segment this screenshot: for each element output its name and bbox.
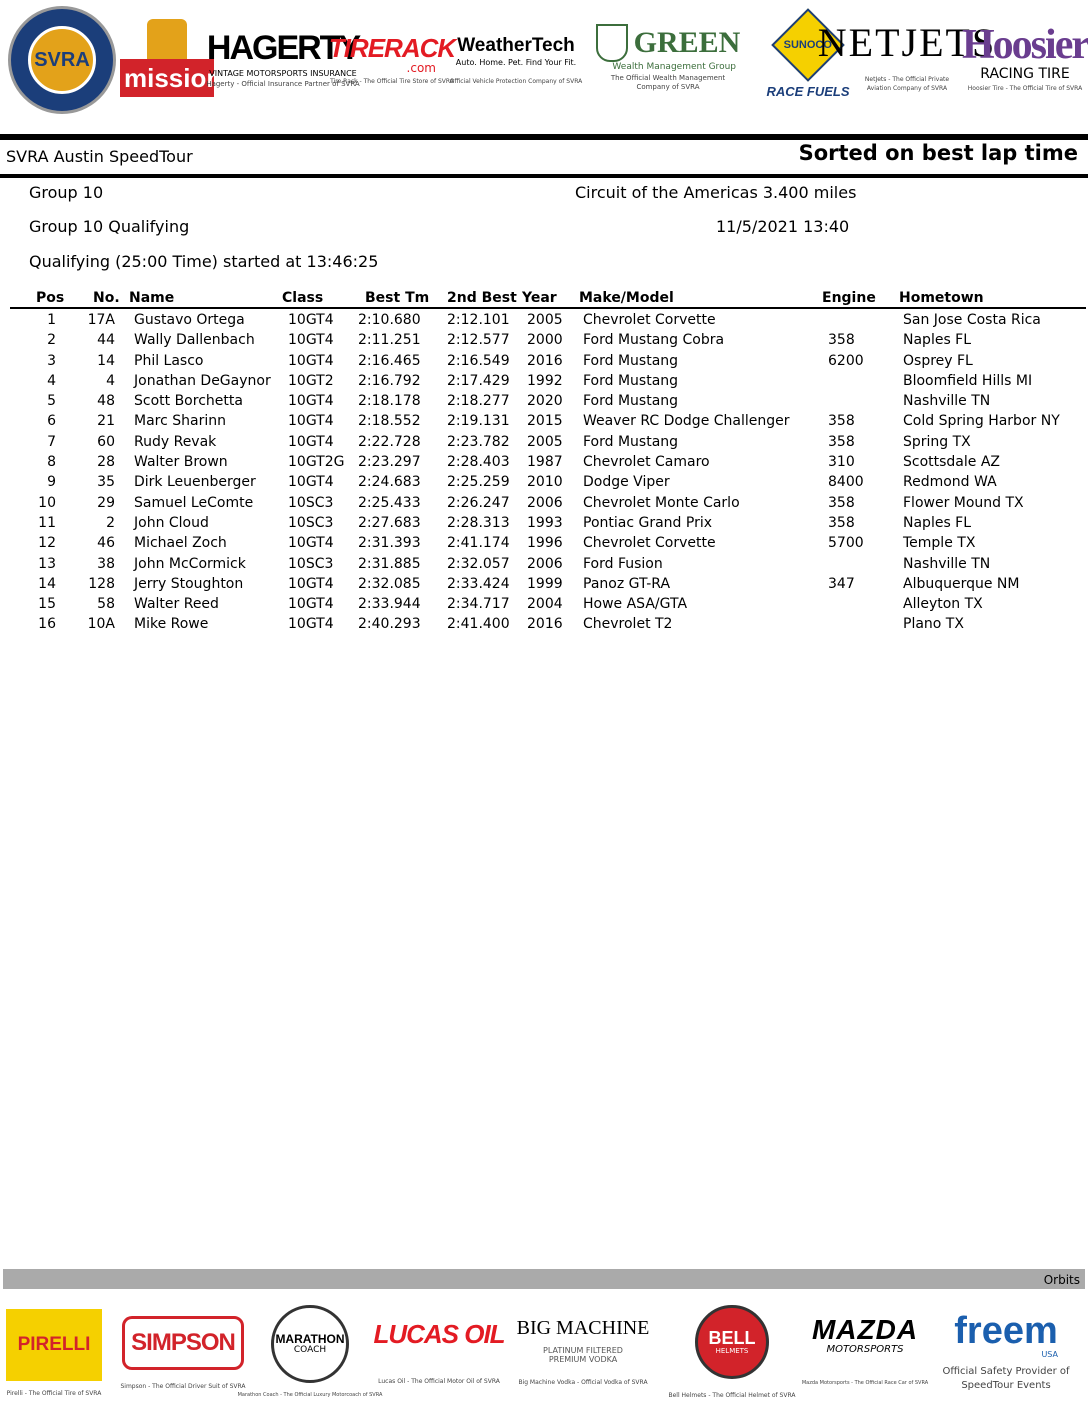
cell-home: Bloomfield Hills MI: [903, 372, 1033, 389]
cell-make: Panoz GT-RA: [583, 575, 671, 592]
col-no: No.: [93, 290, 120, 306]
table-row: [0, 353, 1088, 373]
cell-class: 10GT4: [288, 352, 334, 369]
cell-make: Chevrolet Camaro: [583, 454, 710, 471]
cell-no: 29: [97, 494, 115, 511]
cell-class: 10GT4: [288, 616, 334, 633]
cell-no: 4: [106, 372, 115, 389]
cell-pos: 15: [38, 596, 56, 613]
bell-logo-text: BELL: [708, 1327, 756, 1348]
hagerty-subtitle: VINTAGE MOTORSPORTS INSURANCE: [209, 69, 357, 78]
sponsor-banner-bottom: [0, 1295, 1088, 1405]
cell-home: Temple TX: [903, 535, 976, 552]
big-machine-subtitle: PLATINUM FILTERED PREMIUM VODKA: [543, 1345, 623, 1364]
cell-home: Nashville TN: [903, 555, 991, 572]
cell-make: Pontiac Grand Prix: [583, 514, 713, 531]
cell-best: 2:16.465: [358, 352, 421, 369]
cell-second: 2:12.101: [447, 312, 510, 328]
cell-engine: 358: [828, 332, 855, 349]
bell-circle: [695, 1305, 769, 1379]
big-machine-logo-text: BIG MACHINE: [516, 1316, 650, 1339]
cell-pos: 8: [47, 454, 56, 471]
cell-year: 2000: [527, 332, 563, 349]
cell-best: 2:18.178: [358, 393, 421, 410]
table-row: [0, 332, 1088, 352]
cell-second: 2:19.131: [447, 413, 510, 430]
tirerack-logo: [328, 8, 456, 112]
pirelli-caption: Pirelli - The Official Tire of SVRA: [6, 1389, 102, 1397]
cell-year: 2005: [527, 433, 563, 450]
lucas-oil-logo: [373, 1301, 505, 1405]
cell-year: 1992: [527, 372, 563, 389]
cell-best: 2:24.683: [358, 474, 421, 491]
cell-best: 2:33.944: [358, 596, 421, 613]
cell-name: Rudy Revak: [134, 433, 217, 450]
cell-home: Redmond WA: [903, 474, 997, 491]
sunoco-logo-text: SUNOCO: [783, 38, 833, 50]
session-name: Group 10 Qualifying: [29, 217, 190, 236]
cell-best: 2:27.683: [358, 514, 421, 531]
table-row: [0, 393, 1088, 413]
cell-pos: 3: [47, 352, 56, 369]
table-row: [0, 576, 1088, 596]
cell-engine: 358: [828, 494, 855, 511]
tirerack-subtitle: .com: [406, 60, 436, 75]
cell-year: 1996: [527, 535, 563, 552]
cell-make: Dodge Viper: [583, 474, 670, 491]
cell-make: Ford Mustang: [583, 433, 679, 450]
cell-second: 2:34.717: [447, 596, 510, 613]
cell-home: Naples FL: [903, 332, 972, 349]
cell-pos: 4: [47, 372, 56, 389]
cell-best: 2:40.293: [358, 616, 421, 633]
col-second: 2nd Best: [447, 290, 517, 306]
mazda-caption: Mazda Motorsports - The Official Race Car of SVRA: [801, 1380, 929, 1386]
gwmg-shield-icon: [596, 24, 628, 62]
cell-year: 2015: [527, 413, 563, 430]
cell-make: Howe ASA/GTA: [583, 596, 688, 613]
col-year: Year: [522, 290, 557, 306]
table-row: [0, 616, 1088, 636]
big-machine-logo: [510, 1299, 656, 1405]
cell-no: 128: [88, 575, 115, 592]
table-row: [0, 312, 1088, 332]
cell-class: 10SC3: [288, 514, 334, 531]
cell-class: 10GT4: [288, 474, 334, 491]
cell-class: 10GT4: [288, 393, 334, 410]
freem-logo-text: freem: [954, 1309, 1058, 1352]
col-name: Name: [129, 290, 175, 306]
table-row: [0, 495, 1088, 515]
cell-no: 14: [97, 352, 115, 369]
cell-pos: 2: [47, 332, 56, 349]
cell-year: 1993: [527, 514, 563, 531]
cell-class: 10GT4: [288, 433, 334, 450]
freem-logo: [932, 1299, 1080, 1405]
cell-engine: 358: [828, 413, 855, 430]
title-rule: [0, 174, 1088, 178]
weathertech-subtitle: Auto. Home. Pet. Find Your Fit.: [455, 58, 577, 67]
cell-pos: 9: [47, 474, 56, 491]
cell-name: Walter Reed: [134, 596, 219, 613]
hoosier-subtitle: RACING TIRE: [980, 65, 1070, 82]
bell-caption: Bell Helmets - The Official Helmet of SVRA: [668, 1391, 796, 1399]
cell-no: 10A: [87, 616, 115, 633]
marathon-subtitle: COACH: [293, 1344, 327, 1355]
cell-no: 46: [97, 535, 115, 552]
marathon-logo-text: MARATHON: [275, 1331, 345, 1346]
table-row: [0, 434, 1088, 454]
cell-home: San Jose Costa Rica: [903, 312, 1041, 328]
col-class: Class: [282, 290, 324, 306]
cell-make: Ford Fusion: [583, 555, 663, 572]
table-row: [0, 373, 1088, 393]
cell-no: 17A: [87, 312, 115, 328]
cell-pos: 11: [38, 514, 56, 531]
cell-name: Gustavo Ortega: [134, 312, 245, 328]
simpson-caption: Simpson - The Official Driver Suit of SVRA: [120, 1382, 246, 1390]
cell-engine: 8400: [828, 474, 864, 491]
hoosier-logo: [962, 6, 1088, 110]
cell-name: Jonathan DeGaynor: [134, 372, 271, 389]
cell-second: 2:28.313: [447, 514, 510, 531]
results-header: [0, 290, 1088, 306]
group-label: Group 10: [29, 183, 104, 202]
col-engine: Engine: [822, 290, 876, 306]
cell-best: 2:10.680: [358, 312, 421, 328]
table-row: [0, 474, 1088, 494]
cell-make: Ford Mustang: [583, 352, 679, 369]
cell-year: 2010: [527, 474, 563, 491]
cell-best: 2:11.251: [358, 332, 421, 349]
sort-label: Sorted on best lap time: [798, 141, 1078, 165]
cell-home: Plano TX: [903, 616, 964, 633]
hagerty-caption: Hagerty - Official Insurance Partner of SVRA: [206, 80, 360, 88]
cell-second: 2:16.549: [447, 352, 510, 369]
cell-make: Chevrolet Monte Carlo: [583, 494, 740, 511]
col-make: Make/Model: [579, 290, 674, 306]
cell-second: 2:32.057: [447, 555, 510, 572]
table-row: [0, 535, 1088, 555]
cell-name: Scott Borchetta: [134, 393, 243, 410]
col-best: Best Tm: [365, 290, 430, 306]
cell-no: 44: [97, 332, 115, 349]
cell-engine: 358: [828, 514, 855, 531]
cell-make: Chevrolet T2: [583, 616, 673, 633]
cell-year: 2006: [527, 555, 563, 572]
cell-engine: 347: [828, 575, 855, 592]
weathertech-logo: [449, 16, 583, 106]
cell-pos: 16: [38, 616, 56, 633]
cell-no: 2: [106, 514, 115, 531]
cell-class: 10GT4: [288, 535, 334, 552]
cell-second: 2:25.259: [447, 474, 510, 491]
netjets-logo-text: NETJETS: [817, 20, 997, 65]
top-rule: [0, 134, 1088, 140]
cell-no: 21: [97, 413, 115, 430]
cell-make: Chevrolet Corvette: [583, 312, 716, 328]
cell-class: 10GT4: [288, 575, 334, 592]
circuit-label: Circuit of the Americas 3.400 miles: [575, 183, 857, 202]
cell-second: 2:18.277: [447, 393, 510, 410]
cell-name: Dirk Leuenberger: [134, 474, 256, 491]
cell-best: 2:25.433: [358, 494, 421, 511]
pirelli-logo-text: PIRELLI: [6, 1309, 102, 1381]
table-row: [0, 515, 1088, 535]
cell-name: Walter Brown: [134, 454, 228, 471]
cell-pos: 12: [38, 535, 56, 552]
mazda-subtitle: MOTORSPORTS: [826, 1344, 904, 1355]
cell-make: Ford Mustang: [583, 372, 679, 389]
session-start-info: Qualifying (25:00 Time) started at 13:46:25: [29, 252, 379, 271]
cell-name: Phil Lasco: [134, 352, 204, 369]
marathon-wreath-icon: [271, 1305, 349, 1383]
lucas-oil-caption: Lucas Oil - The Official Motor Oil of SVRA: [378, 1377, 500, 1385]
cell-year: 1999: [527, 575, 563, 592]
mazda-logo-text: MAZDA: [811, 1314, 919, 1345]
cell-home: Spring TX: [903, 433, 971, 450]
cell-second: 2:17.429: [447, 372, 510, 389]
table-row: [0, 413, 1088, 433]
sunoco-subtitle: RACE FUELS: [766, 83, 850, 99]
pirelli-logo: [4, 1301, 104, 1405]
cell-best: 2:18.552: [358, 413, 421, 430]
cell-name: Samuel LeComte: [134, 494, 254, 511]
cell-name: John McCormick: [134, 555, 246, 572]
cell-home: Flower Mound TX: [903, 494, 1024, 511]
tirerack-caption: Tire Rack - The Official Tire Store of SVRA: [330, 77, 454, 85]
green-caption: The Official Wealth Management Company of SVRA: [610, 74, 726, 91]
cell-best: 2:32.085: [358, 575, 421, 592]
cell-class: 10GT2: [288, 372, 334, 389]
sponsor-banner-top: [0, 0, 1088, 118]
cell-no: 38: [97, 555, 115, 572]
green-wealth-logo: [594, 8, 742, 108]
table-row: [0, 454, 1088, 474]
session-datetime: 11/5/2021 13:40: [716, 217, 850, 236]
cell-pos: 7: [47, 433, 56, 450]
cell-year: 2016: [527, 352, 563, 369]
cell-engine: 6200: [828, 352, 864, 369]
cell-no: 58: [97, 596, 115, 613]
cell-pos: 10: [38, 494, 56, 511]
cell-year: 2004: [527, 596, 563, 613]
cell-second: 2:26.247: [447, 494, 510, 511]
svra-logo: [6, 4, 118, 116]
cell-pos: 1: [47, 312, 56, 328]
freem-caption: Official Safety Provider of SpeedTour Events: [942, 1365, 1070, 1391]
hoosier-caption: Hoosier Tire - The Official Tire of SVRA: [967, 84, 1083, 92]
cell-second: 2:12.577: [447, 332, 510, 349]
cell-year: 1987: [527, 454, 563, 471]
col-home: Hometown: [899, 290, 984, 306]
cell-year: 2016: [527, 616, 563, 633]
cell-pos: 14: [38, 575, 56, 592]
cell-home: Naples FL: [903, 514, 972, 531]
cell-engine: 5700: [828, 535, 864, 552]
cell-name: Michael Zoch: [134, 535, 227, 552]
cell-no: 60: [97, 433, 115, 450]
cell-home: Nashville TN: [903, 393, 991, 410]
cell-second: 2:33.424: [447, 575, 510, 592]
cell-pos: 5: [47, 393, 56, 410]
cell-class: 10SC3: [288, 494, 334, 511]
cell-engine: 310: [828, 454, 855, 471]
netjets-logo: [817, 6, 997, 110]
green-subtitle: Wealth Management Group: [612, 62, 736, 72]
mission-logo-text: mission: [120, 59, 214, 97]
cell-year: 2020: [527, 393, 563, 410]
event-title: SVRA Austin SpeedTour: [6, 147, 193, 166]
mazda-logo: [800, 1299, 930, 1405]
cell-best: 2:22.728: [358, 433, 421, 450]
cell-second: 2:28.403: [447, 454, 510, 471]
cell-make: Ford Mustang Cobra: [583, 332, 725, 349]
cell-best: 2:31.393: [358, 535, 421, 552]
cell-make: Chevrolet Corvette: [583, 535, 716, 552]
hagerty-logo: [206, 8, 360, 112]
cell-year: 2006: [527, 494, 563, 511]
weathertech-caption: Official Vehicle Protection Company of SVRA: [449, 78, 583, 85]
cell-year: 2005: [527, 312, 563, 328]
table-row: [0, 556, 1088, 576]
cell-name: Jerry Stoughton: [134, 575, 244, 592]
cell-class: 10GT4: [288, 332, 334, 349]
svra-badge: [8, 6, 116, 114]
cell-make: Ford Mustang: [583, 393, 679, 410]
cell-no: 35: [97, 474, 115, 491]
netjets-caption: NetJets - The Official Private Aviation Company of SVRA: [864, 76, 950, 92]
cell-engine: 358: [828, 433, 855, 450]
cell-home: Osprey FL: [903, 352, 973, 369]
cell-home: Alleyton TX: [903, 596, 983, 613]
table-row: [0, 596, 1088, 616]
cell-home: Cold Spring Harbor NY: [903, 413, 1060, 430]
cell-no: 48: [97, 393, 115, 410]
hagerty-logo-text: HAGERTY: [206, 29, 360, 67]
cell-make: Weaver RC Dodge Challenger: [583, 413, 790, 430]
cell-home: Scottsdale AZ: [903, 454, 1001, 471]
cell-name: Marc Sharinn: [134, 413, 226, 430]
cell-no: 28: [97, 454, 115, 471]
timing-label: Orbits: [1043, 1273, 1080, 1287]
hoosier-logo-text: Hoosier: [962, 21, 1088, 68]
footer-bar: [3, 1269, 1085, 1289]
tirerack-logo-text: TIRERACK: [328, 32, 456, 63]
cell-second: 2:41.400: [447, 616, 510, 633]
mission-logo: [120, 4, 223, 112]
big-machine-caption: Big Machine Vodka - Official Vodka of SVRA: [518, 1378, 648, 1386]
cell-best: 2:16.792: [358, 372, 421, 389]
simpson-logo-text: SIMPSON: [122, 1316, 244, 1370]
marathon-logo: [237, 1299, 383, 1405]
col-pos: Pos: [36, 290, 65, 306]
cell-pos: 6: [47, 413, 56, 430]
weathertech-logo-text: WeatherTech: [457, 35, 575, 56]
bell-logo: [668, 1299, 796, 1405]
header-rule: [10, 307, 1086, 309]
cell-name: Wally Dallenbach: [134, 332, 255, 349]
cell-home: Albuquerque NM: [903, 575, 1020, 592]
lucas-oil-logo-text: LUCAS OIL: [373, 1318, 505, 1349]
cell-class: 10GT4: [288, 413, 334, 430]
cell-class: 10SC3: [288, 555, 334, 572]
cell-name: John Cloud: [134, 514, 209, 531]
bell-subtitle: HELMETS: [715, 1346, 749, 1355]
cell-class: 10GT4: [288, 312, 334, 328]
cell-class: 10GT2G: [288, 454, 345, 471]
svra-logo-text: SVRA: [28, 26, 96, 94]
cell-best: 2:31.885: [358, 555, 421, 572]
simpson-logo: [120, 1301, 246, 1405]
cell-pos: 13: [38, 555, 56, 572]
cell-second: 2:41.174: [447, 535, 510, 552]
green-logo-text: GREEN: [633, 26, 741, 59]
cell-second: 2:23.782: [447, 433, 510, 450]
freem-subtitle: USA: [1041, 1349, 1058, 1359]
cell-name: Mike Rowe: [134, 616, 209, 633]
results-table: [0, 312, 1088, 637]
cell-best: 2:23.297: [358, 454, 421, 471]
marathon-caption: Marathon Coach - The Official Luxury Motorcoach of SVRA: [237, 1391, 383, 1398]
cell-class: 10GT4: [288, 596, 334, 613]
